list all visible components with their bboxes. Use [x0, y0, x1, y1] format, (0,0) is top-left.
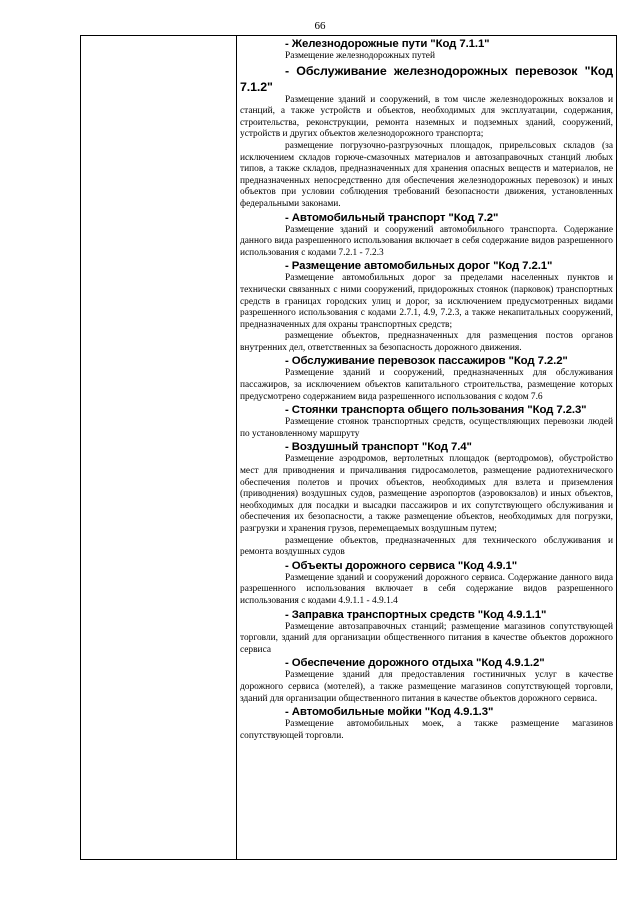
section-paragraph: Размещение автозаправочных станций; размещение магазинов сопутствующей торговли, зданий для организации общественного питания в качестве объектов дорожного сервиса — [240, 621, 613, 655]
section-paragraph: размещение объектов, предназначенных для размещения постов органов внутренних дел, ответственных за безопасность дорожного движения. — [240, 331, 613, 353]
section-paragraph: Размещение зданий и сооружений, в том числе железнодорожных вокзалов и станций, а также устройств и объектов, необходимых для эксплуатации, содержания, строительства, реконструкции, ремонта наземных и подземных зданий, сооружений, устройств и других объектов железнодорожного транспорта; — [240, 94, 613, 140]
section-paragraph: Размещение автомобильных моек, а также размещение магазинов сопутствующей торговли. — [240, 719, 613, 741]
section-paragraph: Размещение зданий и сооружений, предназначенных для обслуживания пассажиров, за исключением объектов капитального строительства, размещение которых предусмотрено содержанием вида разрешенного использования с кодом 7.6 — [240, 368, 613, 402]
section-heading: - Автомобильные мойки "Код 4.9.1.3" — [285, 706, 494, 719]
page-number: 66 — [314, 20, 326, 32]
section-heading: - Стоянки транспорта общего пользования "Код 7.2.3" — [285, 404, 587, 417]
section-heading: - Размещение автомобильных дорог "Код 7.2.1" — [285, 260, 553, 273]
section-heading: - Объекты дорожного сервиса "Код 4.9.1" — [285, 559, 518, 572]
section-paragraph: Размещение зданий для предоставления гостиничных услуг в качестве дорожного сервиса (мотелей), а также размещение магазинов сопутствующей торговли, зданий для организации общественного питания в качестве объектов дорожного сервиса. — [240, 670, 613, 704]
section-paragraph: Размещение аэродромов, вертолетных площадок (вертодромов), обустройство мест для приводнения и причаливания гидросамолетов, размещение радиотехнического обеспечения полетов и прочих объектов, необходимых для взлета и приземления (приводнения) воздушных судов, размещение аэропортов (аэровокзалов) и иных объектов, необходимых для посадки и высадки пассажиров и их сопутствующего обслуживания и обеспечения их безопасности, а также размещение объектов, необходимых для погрузки, разгрузки и хранения грузов, перемещаемых воздушным путем; — [240, 454, 613, 534]
section-heading: - Воздушный транспорт "Код 7.4" — [285, 441, 472, 454]
section-paragraph: размещение объектов, предназначенных для технического обслуживания и ремонта воздушных судов — [240, 535, 613, 558]
content-column — [240, 37, 613, 742]
section-paragraph: Размещение зданий и сооружений дорожного сервиса. Содержание данного вида разрешенного использования включает в себя содержание видов разрешенного использования с кодами 4.9.1.1 - 4.9.1.4 — [240, 572, 613, 606]
section-heading: - Заправка транспортных средств "Код 4.9.1.1" — [285, 608, 547, 621]
section-heading: - Железнодорожные пути "Код 7.1.1" — [285, 38, 490, 50]
left-column — [81, 36, 237, 859]
section-heading: - Обслуживание железнодорожных перевозок "Код 7.1.2" — [240, 63, 613, 94]
section-heading: - Обеспечение дорожного отдыха "Код 4.9.1.2" — [285, 657, 545, 670]
section-heading: - Обслуживание перевозок пассажиров "Код 7.2.2" — [285, 355, 568, 368]
section-paragraph: Размещение железнодорожных путей — [285, 51, 435, 61]
section-paragraph: размещение погрузочно-разгрузочных площадок, прирельсовых складов (за исключением складов горюче-смазочных материалов и автозаправочных станций любых типов, а также складов, предназначенных для хранения опасных веществ и материалов, не предназначенных непосредственно для обеспечения железнодорожных перевозок) и иных объектов при условии соблюдения требований безопасности движения, установленных федеральными законами. — [240, 140, 613, 209]
section-heading: - Автомобильный транспорт "Код 7.2" — [285, 211, 499, 224]
section-paragraph: Размещение зданий и сооружений автомобильного транспорта. Содержание данного вида разрешенного использования включает в себя содержание видов разрешенного использования с кодами 7.2.1 - 7.2.3 — [240, 224, 613, 258]
section-paragraph: Размещение автомобильных дорог за пределами населенных пунктов и технически связанных с ними сооружений, придорожных стоянок (парковок) транспортных средств в границах городских улиц и дорог, за исключением предусмотренных видами разрешенного использования с кодами 2.7.1, 4.9, 7.2.3, а также некапитальных сооружений, предназначенных для охраны транспортных средств; — [240, 273, 613, 330]
section-paragraph: Размещение стоянок транспортных средств, осуществляющих перевозки людей по установленному маршруту — [240, 417, 613, 439]
document-table — [80, 35, 617, 860]
